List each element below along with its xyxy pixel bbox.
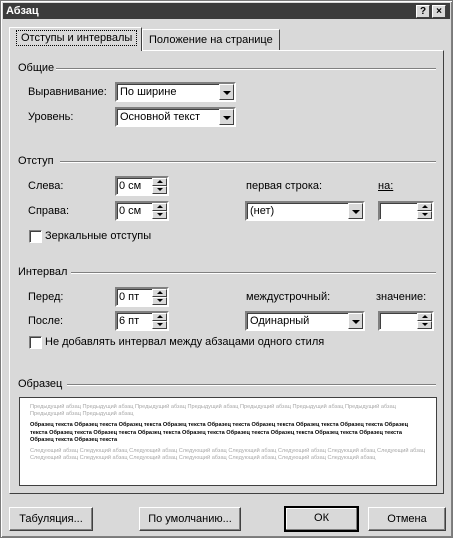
by-label: на:: [378, 180, 394, 192]
preview-next-paragraph: Следующий абзац Следующий абзац Следующий абзац Следующий абзац Следующий абзац Следующий абзац Следующий абзац Следующий абзац Следующий абзац Следующий абзац Следующий абзац Следующий абзац Следующий абзац Следующий абзац Следующий абзац: [30, 448, 426, 462]
spin-up-icon[interactable]: [417, 203, 432, 211]
mirror-indents-checkbox[interactable]: [29, 230, 42, 243]
space-after-value: 6 пт: [119, 315, 140, 327]
first-line-label: первая строка:: [246, 180, 323, 192]
spin-down-icon[interactable]: [152, 186, 167, 194]
spin-down-icon[interactable]: [152, 321, 167, 329]
line-spacing-value: Одинарный: [250, 315, 310, 327]
tab-label: Отступы и интервалы: [16, 30, 137, 46]
preview-divider: [67, 384, 436, 386]
paragraph-preview: [19, 397, 437, 486]
spin-up-icon[interactable]: [152, 178, 167, 186]
spin-down-icon[interactable]: [152, 211, 167, 219]
chevron-down-icon[interactable]: [348, 313, 363, 329]
line-spacing-select[interactable]: [245, 311, 365, 331]
by-input[interactable]: [378, 201, 434, 221]
spacing-section-label: Интервал: [18, 266, 68, 278]
general-section-label: Общие: [18, 62, 55, 74]
left-indent-label: Слева:: [28, 180, 64, 192]
help-button[interactable]: ?: [416, 5, 430, 18]
space-after-label: После:: [28, 315, 64, 327]
close-button[interactable]: ×: [432, 5, 446, 18]
no-space-same-style-checkbox[interactable]: [29, 336, 42, 349]
right-indent-label: Справа:: [28, 205, 70, 217]
chevron-down-icon[interactable]: [219, 84, 234, 100]
level-label: Уровень:: [28, 111, 74, 123]
tab-line-and-page-breaks[interactable]: [142, 29, 280, 51]
tab-label: Положение на странице: [149, 34, 273, 46]
spin-down-icon[interactable]: [417, 211, 432, 219]
spin-up-icon[interactable]: [417, 313, 432, 321]
preview-sample-text: Образец текста Образец текста Образец текста Образец текста Образец текста Образец текста Образец текста Образец текста Образец текста Образец текста Образец текста Образец текста Образец текста Образец текста Образец текста Образец текста Образец текста Образец текста Образец текста: [30, 422, 409, 443]
first-line-value: (нет): [250, 205, 275, 217]
preview-previous-paragraph: Предыдущий абзац Предыдущий абзац Предыдущий абзац Предыдущий абзац Предыдущий абзац Предыдущий абзац Предыдущий абзац Предыдущий абзац Предыдущий абзац: [30, 404, 396, 418]
at-label: значение:: [376, 291, 427, 303]
alignment-value: По ширине: [120, 86, 177, 98]
cancel-button[interactable]: Отмена: [368, 507, 446, 531]
spin-down-icon[interactable]: [152, 297, 167, 305]
space-before-value: 0 пт: [119, 291, 140, 303]
general-divider: [56, 68, 436, 70]
preview-section-label: Образец: [18, 378, 63, 390]
spin-up-icon[interactable]: [152, 289, 167, 297]
indent-divider: [60, 161, 436, 163]
spin-down-icon[interactable]: [417, 321, 432, 329]
alignment-select[interactable]: [115, 82, 236, 102]
chevron-down-icon[interactable]: [219, 109, 234, 125]
at-input[interactable]: [378, 311, 434, 331]
tabs-button[interactable]: Табуляция...: [9, 507, 93, 531]
space-before-label: Перед:: [28, 291, 64, 303]
no-space-same-style-label: Не добавлять интервал между абзацами одного стиля: [45, 336, 325, 348]
right-indent-value: 0 см: [119, 205, 142, 217]
spacing-divider: [71, 272, 436, 274]
space-before-input[interactable]: [115, 287, 169, 307]
level-value: Основной текст: [120, 111, 200, 123]
spin-up-icon[interactable]: [152, 313, 167, 321]
dialog-title: Абзац: [6, 5, 39, 17]
chevron-down-icon[interactable]: [348, 203, 363, 219]
line-spacing-label: междустрочный:: [246, 291, 331, 303]
first-line-select[interactable]: [245, 201, 365, 221]
alignment-label: Выравнивание:: [28, 86, 107, 98]
tab-indents-and-spacing[interactable]: [9, 27, 142, 51]
spin-up-icon[interactable]: [152, 203, 167, 211]
left-indent-input[interactable]: [115, 176, 169, 196]
level-select[interactable]: [115, 107, 236, 127]
ok-button[interactable]: ОК: [284, 506, 359, 532]
space-after-input[interactable]: [115, 311, 169, 331]
indent-section-label: Отступ: [18, 155, 54, 167]
left-indent-value: 0 см: [119, 180, 142, 192]
set-default-button[interactable]: По умолчанию...: [139, 507, 241, 531]
mirror-indents-label: Зеркальные отступы: [45, 230, 152, 242]
right-indent-input[interactable]: [115, 201, 169, 221]
title-bar: [3, 3, 450, 19]
